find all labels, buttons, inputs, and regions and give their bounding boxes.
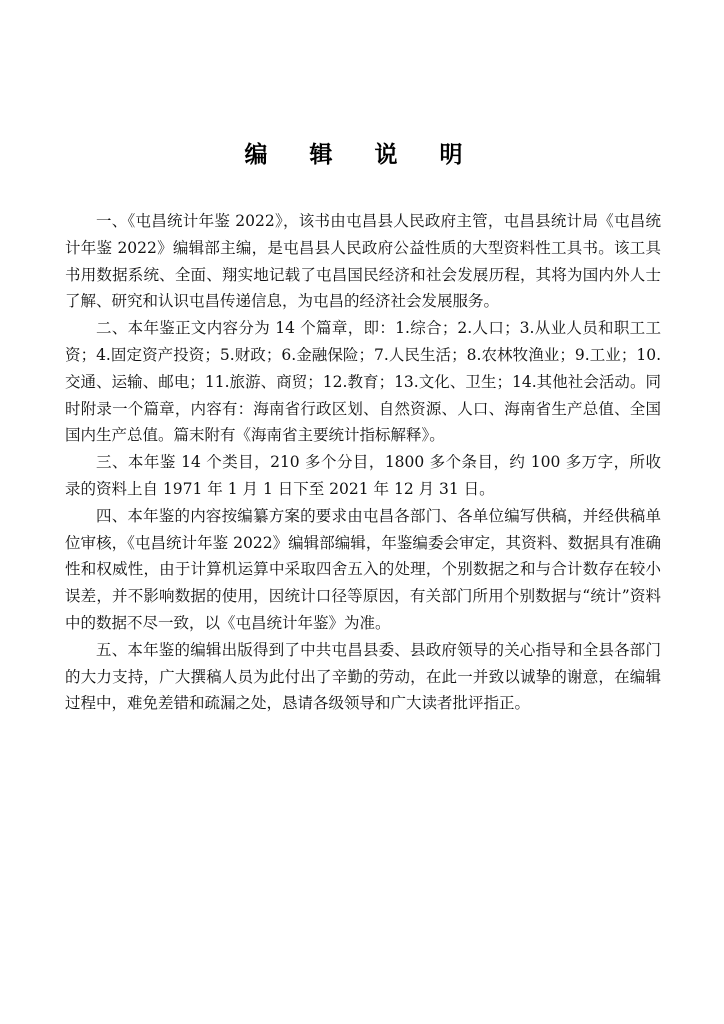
document-body [65, 208, 661, 717]
paragraph-1: 一、《屯昌统计年鉴 2022》，该书由屯昌县人民政府主管，屯昌县统计局《屯昌统计年鉴 2022》编辑部主编，是屯昌县人民政府公益性质的大型资料性工具书。该工具书用数据系统、全面、翔实地记载了屯昌国民经济和社会发展历程，其将为国内外人士了解、研究和认识屯昌传递信息，为屯昌的经济社会发展服务。 [65, 212, 661, 311]
paragraph-3: 三、本年鉴 14 个类目，210 多个分目，1800 多个条目，约 100 多万字，所收录的资料上自 1971 年 1 月 1 日下至 2021 年 12 月 31 日。 [65, 453, 661, 498]
paragraph-5: 五、本年鉴的编辑出版得到了中共屯昌县委、县政府领导的关心指导和全县各部门的大力支持，广大撰稿人员为此付出了辛勤的劳动，在此一并致以诚挚的谢意，在编辑过程中，难免差错和疏漏之处，恳请各级领导和广大读者批评指正。 [65, 640, 661, 713]
page-title: 编 辑 说 明 [244, 141, 480, 168]
paragraph-2: 二、本年鉴正文内容分为 14 个篇章，即：1.综合；2.人口；3.从业人员和职工工资；4.固定资产投资；5.财政；6.金融保险；7.人民生活；8.农林牧渔业；9.工业；10.交通、运输、邮电；11.旅游、商贸；12.教育；13.文化、卫生；14.其他社会活动。同时附录一个篇章，内容有：海南省行政区划、自然资源、人口、海南省生产总值、全国国内生产总值。篇末附有《海南省主要统计指标解释》。 [65, 319, 661, 445]
paragraph-4: 四、本年鉴的内容按编纂方案的要求由屯昌各部门、各单位编写供稿，并经供稿单位审核，《屯昌统计年鉴 2022》编辑部编辑，年鉴编委会审定，其资料、数据具有准确性和权威性，由于计算机运算中采取四舍五入的处理，个别数据之和与合计数存在较小误差，并不影响数据的使用，因统计口径等原因，有关部门所用个别数据与“统计”资料中的数据不尽一致，以《屯昌统计年鉴》为准。 [65, 506, 661, 632]
